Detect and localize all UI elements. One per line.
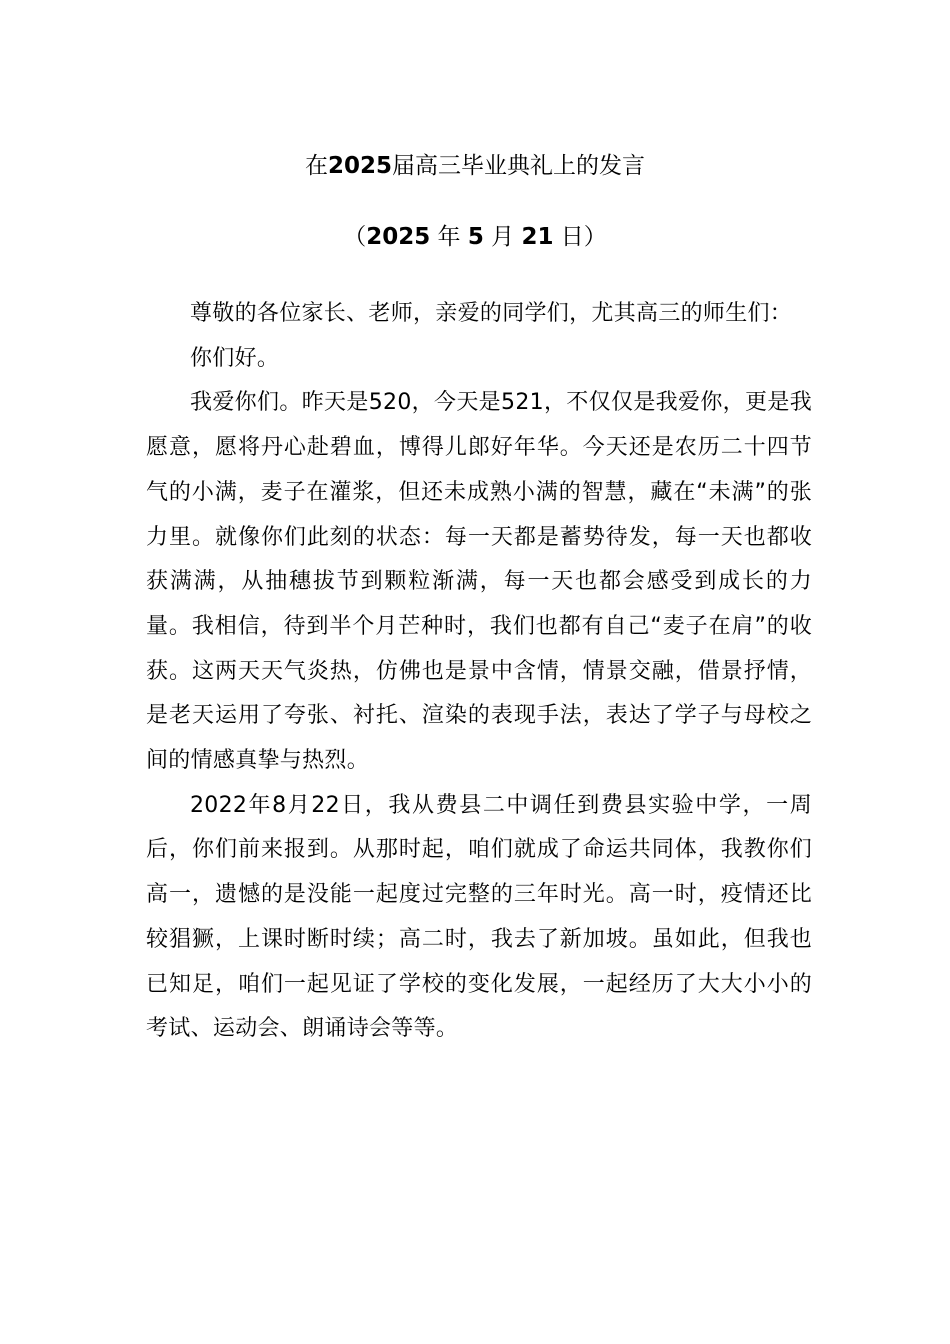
date-day: 21 [521,224,554,250]
speech-title [0,151,950,181]
paragraph-salutation: 尊敬的各位家长、老师，亲爱的同学们，尤其高三的师生们： [190,301,793,326]
paragraph-greeting: 你们好。 [190,345,280,371]
date-year-unit: 年 [437,224,461,250]
title-prefix: 在 [304,153,328,179]
speech-date [0,222,950,252]
date-month-unit: 月 [491,224,515,250]
date-open-paren: （ [343,224,367,250]
date-month: 5 [467,224,484,250]
speech-body [146,292,812,1052]
date-day-unit: 日 [560,224,584,250]
title-year: 2025 [327,153,392,179]
date-year: 2025 [366,224,431,250]
title-suffix: 届高三毕业典礼上的发言 [392,153,645,179]
date-close-paren: ） [583,224,607,250]
paragraph-love: 我爱你们。昨天是520，今天是521，不仅仅是我爱你，更是我愿意，愿将丹心赴碧血，博得儿郎好年华。今天还是农历二十四节气的小满，麦子在灌浆，但还未成熟小满的智慧，藏在“未满”的张力里。就像你们此刻的状态：每一天都是蓄势待发，每一天也都收获满满，从抽穗拔节到颗粒渐满，每一天也都会感受到成长的力量。我相信，待到半个月芒种时，我们也都有自己“麦子在肩”的收获。这两天天气炎热，仿佛也是景中含情，情景交融，借景抒情，是老天运用了夸张、衬托、渲染的表现手法，表达了学子与母校之间的情感真挚与热烈。 [146,390,812,774]
paragraph-history: 2022年8月22日，我从费县二中调任到费县实验中学，一周后，你们前来报到。从那时起，咱们就成了命运共同体，我教你们高一，遗憾的是没能一起度过完整的三年时光。高一时，疫情还比较猖獗，上课时断时续；高二时，我去了新加坡。虽如此，但我也已知足，咱们一起见证了学校的变化发展，一起经历了大大小小的考试、运动会、朗诵诗会等等。 [146,792,812,1042]
